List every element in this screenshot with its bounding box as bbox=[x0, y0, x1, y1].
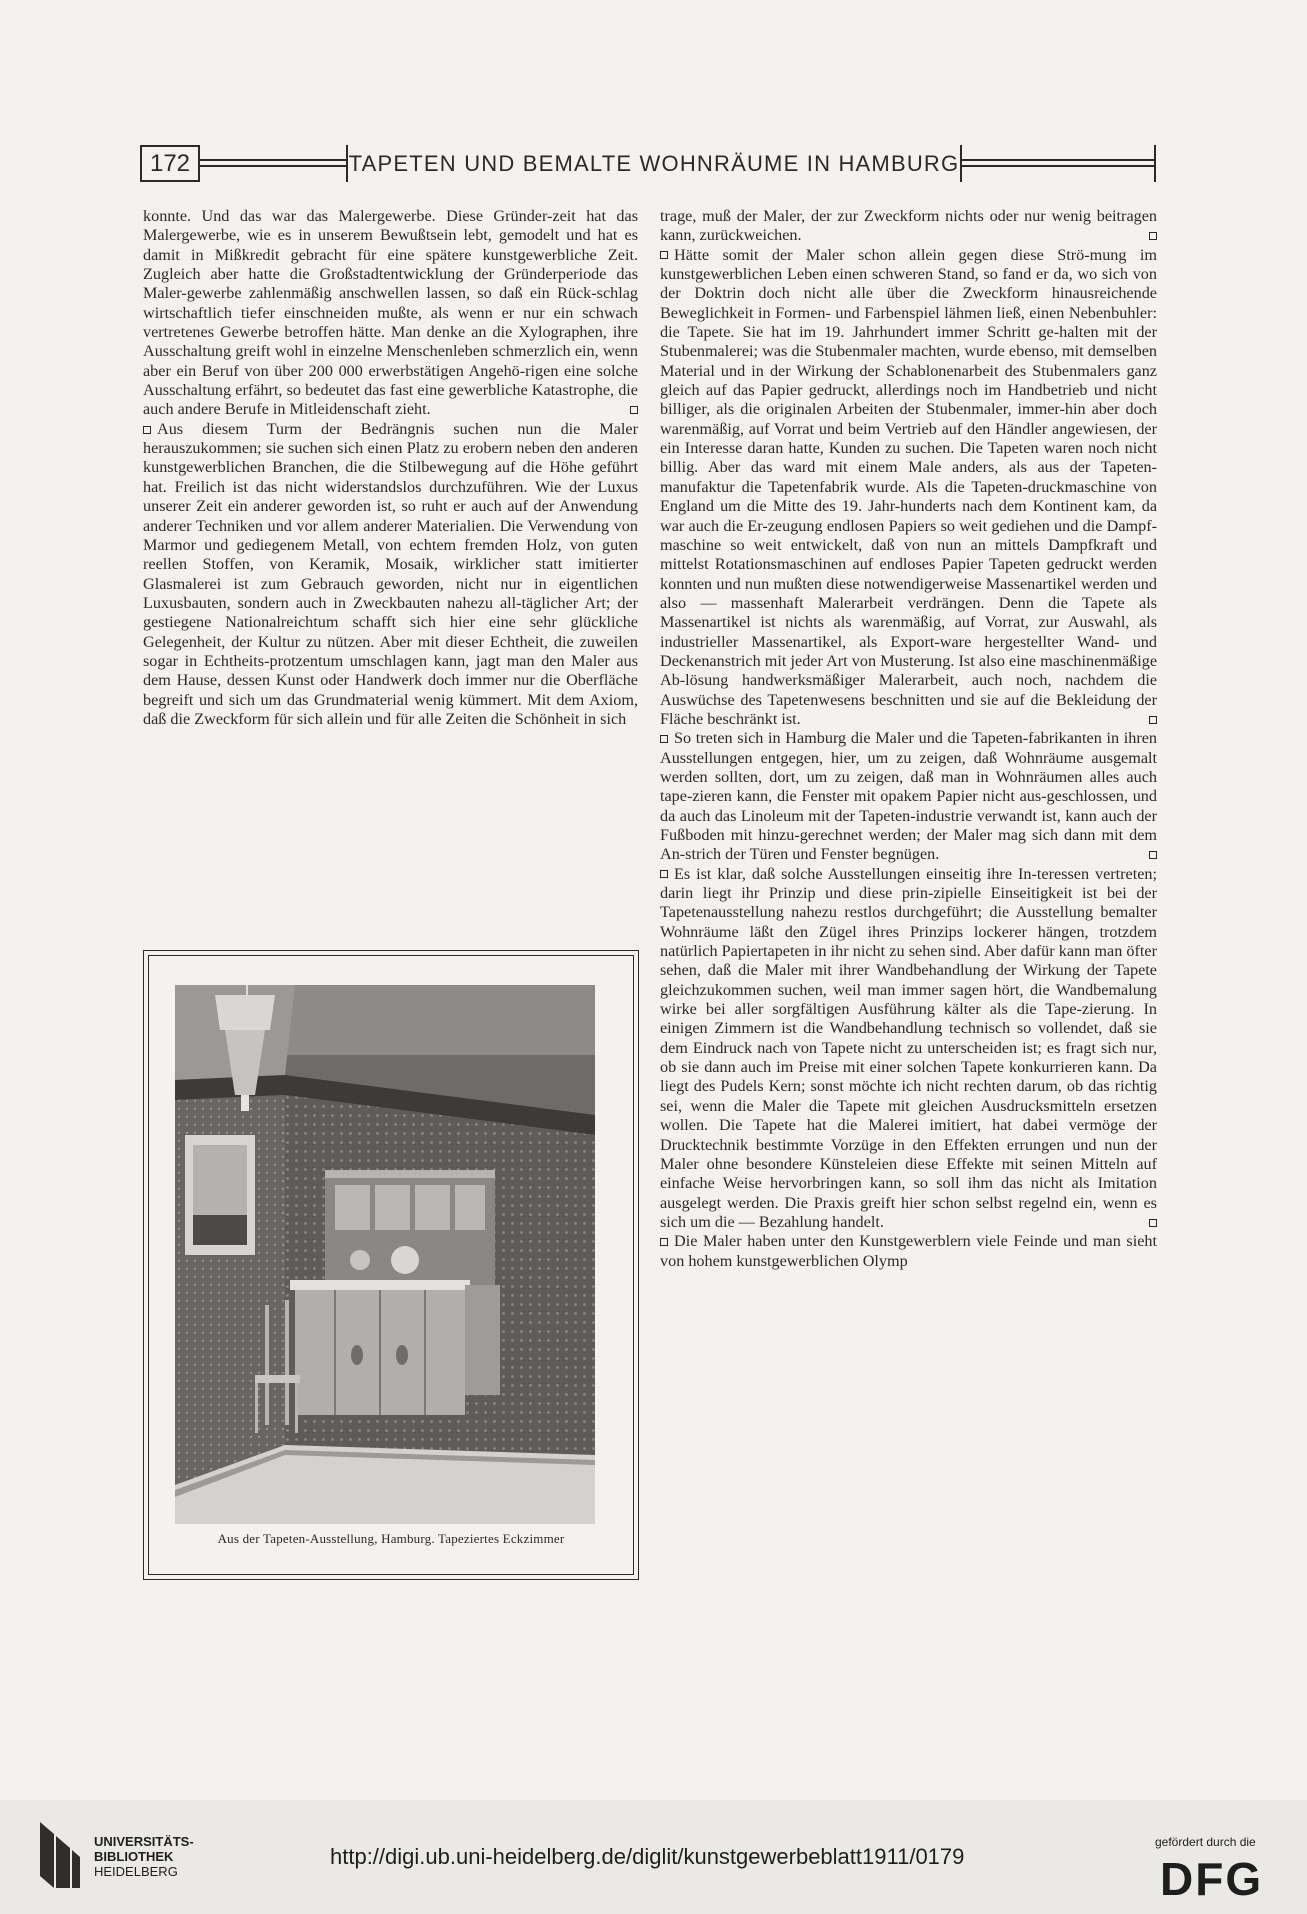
page-number: 172 bbox=[140, 145, 200, 182]
paragraph: Aus diesem Turm der Bedrängnis suchen nun die Maler herauszukommen; sie suchen sich einen Platz zu erobern neben den anderen kunstgewerblichen Branchen, die die Stilbewegung auf die Höhe geführt hat. Freilich ist das nicht widerstandslos durchzuführen. Wie der Luxus unserer Zeit ein anderer geworden ist, so ruht er auch auf der Anwendung anderer Techniken und vor allem anderer Materialien. Die Verwendung von Marmor und gediegenem Metall, von echtem fremden Holz, von guten reellen Stoffen, von Keramik, Mosaik, wirklicher statt imitierter Glasmalerei ist zum Gebrauch geworden, nicht nur in eigentlichen Luxusbauten, sondern auch in Zweckbauten nahezu all-täglicher Art; der gestiegene Nationalreichtum schafft sich hier eine sehr glückliche Gelegenheit, der Kultur zu nützen. Aber mit dieser Echtheit, die zuweilen sogar in Echtheits-protzentum umschlagen kann, jagt man den Maler aus dem Hause, dessen Kunst oder Handwerk doch immer nur die Oberfläche begreift und sich um das Grundmaterial wenig kümmert. Mit dem Axiom, daß die Zweckform für sich allein und für alle Zeiten die Schönheit in sich bbox=[143, 419, 638, 728]
library-name-line: UNIVERSITÄTS- bbox=[94, 1834, 194, 1849]
paragraph: Es ist klar, daß solche Ausstellungen einseitig ihre In-teressen vertreten; darin liegt ihr Prinzip und diese prin-zipielle Einseitigkeit ist bei der Tapetenausstellung nahezu restlos durchgeführt; die Ausstellung bemalter Wohnräume läßt den Zügel ihres Prinzips lockerer hängen, trotzdem natürlich Papiertapeten in ihr nicht zu sehen sind. Aber dafür kann man öfter sehen, daß die Maler mit ihrer Wandbehandlung der Wirkung der Tapete gleichzukommen suchen, weil man immer sagen hört, die Wandbemalung wirke bei aller sorgfältigen Ausführung kälter als die Tape-zierung. In einigen Zimmern ist die Wandbehandlung technisch so vollendet, daß sie dem Eindruck nach von Tapete nicht zu unterscheiden ist; es fragt sich nur, ob sie dann auch im Preise mit einer solchen Tapete konkurrieren kann. Da liegt des Pudels Kern; sonst möchte ich nicht rechten darum, ob das richtig sei, wenn die Maler die Tapete mit gleichen Ausdrucksmitteln ersetzen wollen. Die Tapete hat die Malerei imitiert, hat dabei vermöge der Drucktechnik bestimmte Vorzüge in den Effekten errungen und nun der Maler ohne besondere Künsteleien diese Effekte mit seinen Mitteln auf einfache Weise hervorbringen kann, so soll ihm das nicht als Imitation ausgelegt werden. Die Praxis greift hier schon selbst regelnd ein, wenn es sich um die — Bezahlung handelt. bbox=[660, 864, 1157, 1231]
paragraph-mark-icon bbox=[143, 426, 151, 434]
header-rule bbox=[198, 165, 346, 167]
right-column bbox=[660, 207, 1157, 1271]
paragraph-mark-icon bbox=[1149, 851, 1157, 859]
running-header bbox=[140, 145, 1156, 182]
library-name bbox=[94, 1834, 194, 1879]
library-name-line: BIBLIOTHEK bbox=[94, 1849, 174, 1864]
paragraph: konnte. Und das war das Malergewerbe. Diese Gründer-zeit hat das Malergewerbe, wie es in unserem Bewußtsein lebt, gemodelt und hat es damit in Mißkredit gebracht für eine spätere kunstgewerbliche Zeit. Zugleich aber hatte die Großstadtentwicklung der Gründerperiode das Maler-gewerbe zahlenmäßig anschwellen lassen, so daß ein Rück-schlag wirtschaftlich tiefer einschneiden mußte, als wenn er nur ein schwach vertretenes Gewerbe betroffen hätte. Man denke an die Xylographen, ihre Ausschaltung greift wohl in einzelne Menschenleben schmerzlich ein, wenn aber ein Beruf von über 200 000 erwerbstätigen Angehö-rigen eine solche Ausschaltung erfährt, so bedeutet das fast eine gewerbliche Katastrophe, die auch andere Berufe in Mitleidenschaft zieht. bbox=[143, 207, 638, 419]
header-rule bbox=[962, 159, 1156, 161]
university-library-logo-icon bbox=[40, 1822, 80, 1888]
digitization-footer bbox=[0, 1800, 1307, 1914]
paragraph-mark-icon bbox=[1149, 716, 1157, 724]
dfg-logo: DFG bbox=[1160, 1853, 1264, 1905]
paragraph-mark-icon bbox=[1149, 1219, 1157, 1227]
paragraph-mark-icon bbox=[630, 406, 638, 414]
header-rule bbox=[962, 165, 1156, 167]
funding-label: gefördert durch die bbox=[1155, 1835, 1256, 1849]
paragraph: Hätte somit der Maler schon allein gegen diese Strö-mung im kunstgewerblichen Leben einen schweren Stand, so fand er da, wo sich von der Doktrin doch nicht alle über die Zweckform hinausreichende Beweglichkeit in Formen- und Farbenspiel lähmen ließ, einen Nebenbuhler: die Tapete. Sie hat im 19. Jahrhundert immer Schritt ge-halten mit der Stubenmalerei; was die Stubenmaler machten, wurde ebenso, mit demselben Material und in der Wirkung der Schablonenarbeit des Stubenmalers ganz gleich auf das Papier gedruckt, allerdings noch im Handbetrieb und nicht billiger, als die originalen Arbeiten der Stubenmaler, immer-hin aber doch warenmäßig, auf Vorrat und beim Vertrieb auf den Händler angewiesen, der ein Interesse daran hatte, Kunden zu suchen. Die Tapeten waren noch nicht billig. Aber das ward mit einem Male anders, als aus der Tapeten-manufaktur die Tapetenfabrik wurde. Als die Tapeten-druckmaschine von England um die Mitte des 19. Jahr-hunderts nach dem Kontinent kam, da war auch die Er-zeugung endlosen Papiers so weit gediehen und die Dampf-maschine so weit entwickelt, daß von nun an mittels Dampfkraft und mittelst Rotationsmaschinen auf endloses Papier Tapeten gedruckt werden konnten und nun mußten diese notwendigerweise Massenartikel werden und also — massenhaft Malerarbeit verdrängen. Denn die Tapete als Massenartikel ist nichts als warenmäßig, auf Vorrat, zur Auswahl, als industrieller Massenartikel, als Export-ware hergestellter Wand- und Deckenanstrich mit jeder Art von Musterung. Ist also eine maschinenmäßige Ab-lösung handwerksmäßiger Malerarbeit, auch noch, nachdem die Auswüchse des Tapetenwesens beschnitten und sie auf die Bekleidung der Fläche beschränkt ist. bbox=[660, 245, 1157, 728]
paragraph: trage, muß der Maler, der zur Zweckform nichts oder nur wenig beitragen kann, zurückweichen. bbox=[660, 207, 1157, 245]
header-rule bbox=[198, 159, 346, 161]
paragraph: So treten sich in Hamburg die Maler und die Tapeten-fabrikanten in ihren Ausstellungen entgegen, hier, um zu zeigen, daß Wohnräume ausgemalt werden sollten, dort, um zu zeigen, daß man in Wohnräumen alles auch tape-zieren kann, die Fenster mit opakem Papier nicht aus-geschlossen, und da auch das Linoleum mit der Tapeten-industrie verwandt ist, kann auch der Fußboden mit hinzu-gerechnet werden; der Maler mag sich dann mit dem An-strich der Türen und Fenster begnügen. bbox=[660, 729, 1157, 864]
paragraph: Die Maler haben unter den Kunstgewerblern viele Feinde und man sieht von hohem kunstgewerblichen Olymp bbox=[660, 1232, 1157, 1270]
room-photograph bbox=[175, 985, 595, 1524]
header-rule bbox=[1154, 145, 1156, 182]
paragraph-mark-icon bbox=[660, 870, 668, 878]
paragraph-mark-icon bbox=[1149, 232, 1157, 240]
paragraph-mark-icon bbox=[660, 735, 668, 743]
source-url-link[interactable]: http://digi.ub.uni-heidelberg.de/diglit/kunstgewerbeblatt1911/0179 bbox=[330, 1844, 965, 1869]
figure-caption: Aus der Tapeten-Ausstellung, Hamburg. Tapeziertes Eckzimmer bbox=[217, 1531, 565, 1546]
library-name-line: HEIDELBERG bbox=[94, 1864, 178, 1879]
left-column bbox=[143, 207, 638, 729]
paragraph-mark-icon bbox=[660, 1238, 668, 1246]
figure bbox=[143, 950, 639, 1580]
paragraph-mark-icon bbox=[660, 251, 668, 259]
running-title: TAPETEN UND BEMALTE WOHNRÄUME IN HAMBURG bbox=[346, 145, 962, 182]
